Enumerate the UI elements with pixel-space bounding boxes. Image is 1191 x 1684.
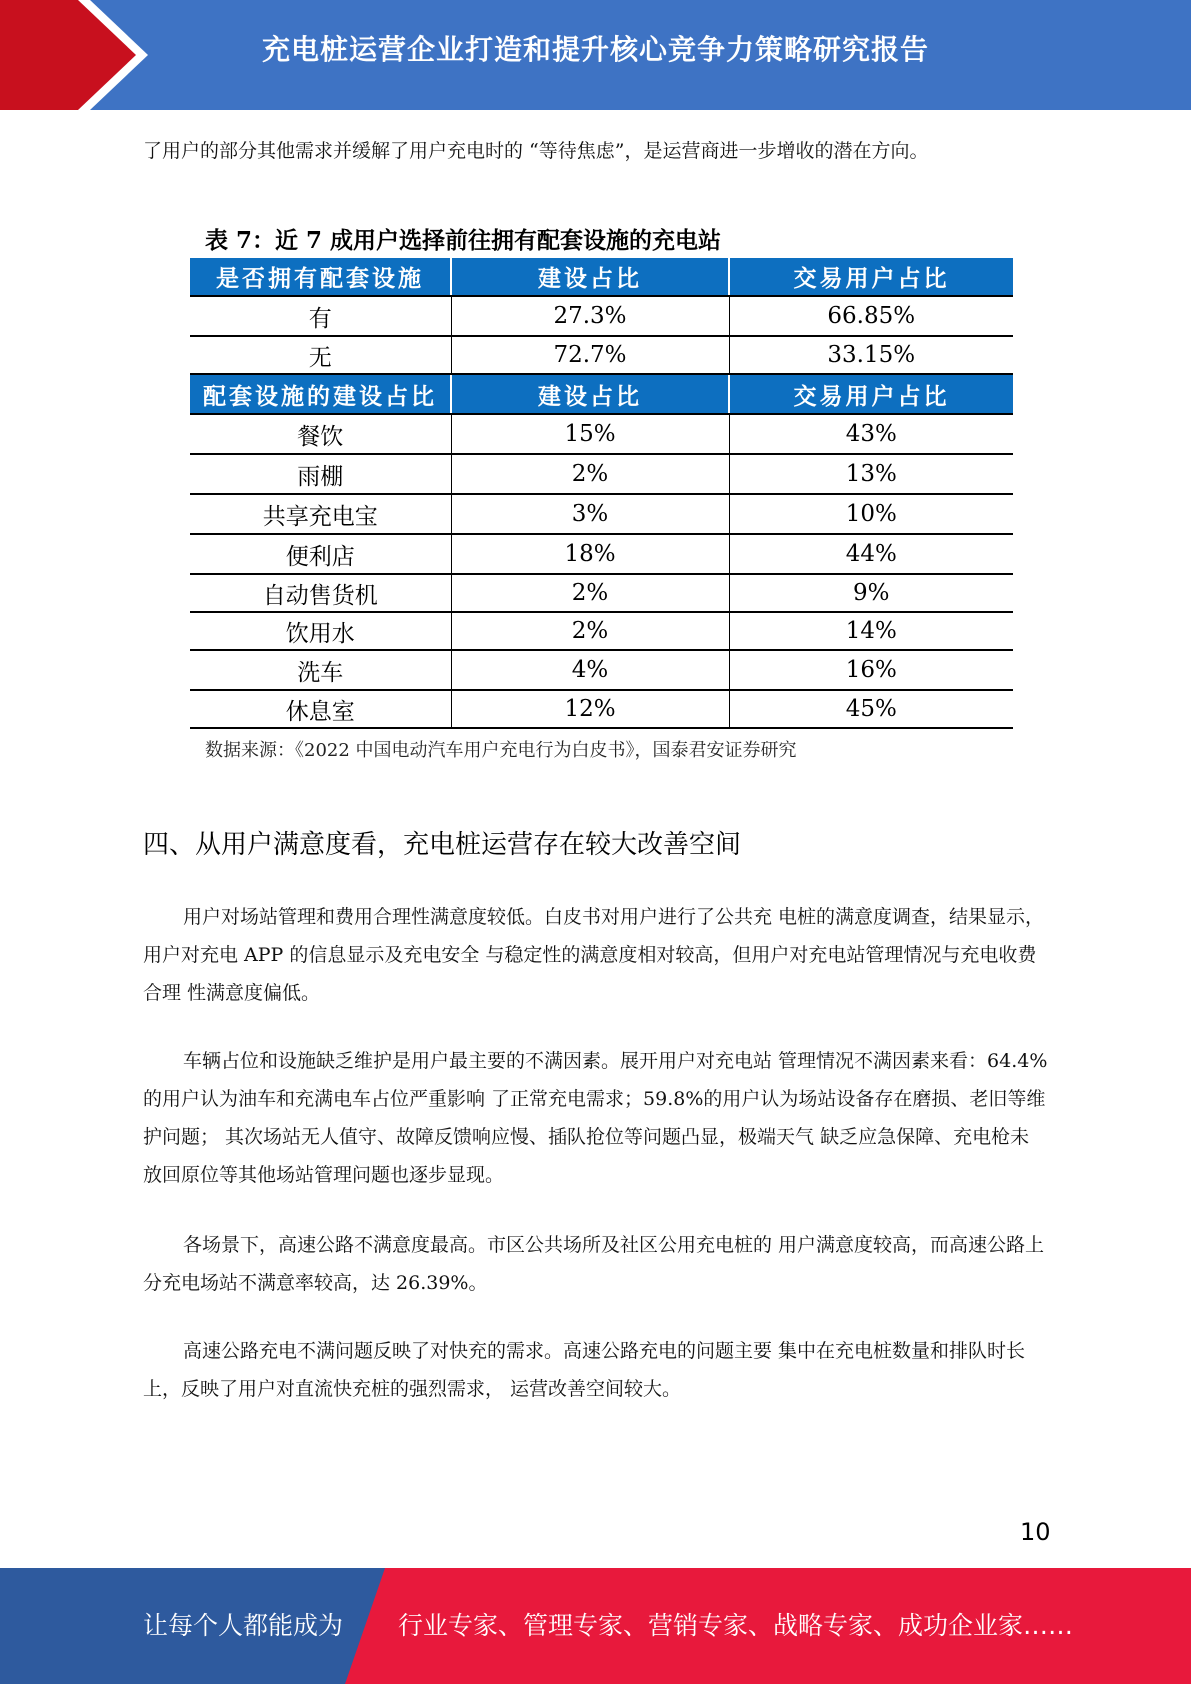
table-row xyxy=(190,296,1013,336)
intro-line: 了用户的部分其他需求并缓解了用户充电时的 “等待焦虑”，是运营商进一步增收的潜在方向。 xyxy=(143,140,929,162)
table-cell: 休息室 xyxy=(190,690,451,728)
page-number: 10 xyxy=(1020,1518,1051,1546)
header-chevron-icon xyxy=(0,0,160,110)
table-cell: 45% xyxy=(729,690,1013,728)
body-paragraph: 各场景下，高速公路不满意度最高。市区公共场所及社区公用充电桩的 用户满意度较高，而高速公路上分充电场站不满意率较高，达 26.39%。 xyxy=(143,1234,1045,1294)
table-cell: 14% xyxy=(729,612,1013,650)
table-cell: 共享充电宝 xyxy=(190,494,451,534)
table-header-row xyxy=(190,374,1013,414)
table-row xyxy=(190,414,1013,454)
report-title: 充电桩运营企业打造和提升核心竞争力策略研究报告 xyxy=(262,33,930,66)
table-cell: 洗车 xyxy=(190,650,451,690)
table-cell: 3% xyxy=(451,494,729,534)
table-row xyxy=(190,336,1013,374)
header-cell: 建设占比 xyxy=(451,258,729,296)
table-cell: 43% xyxy=(729,414,1013,454)
footer-slogan-left: 让每个人都能成为 xyxy=(143,1611,344,1640)
table-cell: 2% xyxy=(451,574,729,612)
table-row xyxy=(190,612,1013,650)
table-cell: 便利店 xyxy=(190,534,451,574)
header-cell: 交易用户占比 xyxy=(729,258,1013,296)
header-cell: 配套设施的建设占比 xyxy=(190,374,451,414)
table-cell: 15% xyxy=(451,414,729,454)
footer-slogan-right: 行业专家、管理专家、营销专家、战略专家、成功企业家…… xyxy=(398,1611,1074,1640)
table-cell: 12% xyxy=(451,690,729,728)
table-cell: 16% xyxy=(729,650,1013,690)
table-row xyxy=(190,534,1013,574)
table-cell: 雨棚 xyxy=(190,454,451,494)
table-cell: 2% xyxy=(451,612,729,650)
table-cell: 44% xyxy=(729,534,1013,574)
table-cell: 餐饮 xyxy=(190,414,451,454)
table-cell: 66.85% xyxy=(729,296,1013,336)
table-cell: 有 xyxy=(190,296,451,336)
table-cell: 18% xyxy=(451,534,729,574)
page-header xyxy=(0,0,1191,110)
table-cell: 自动售货机 xyxy=(190,574,451,612)
table-source-note: 数据来源：《2022 中国电动汽车用户充电行为白皮书》，国泰君安证券研究 xyxy=(205,740,797,761)
table-cell: 33.15% xyxy=(729,336,1013,374)
table-cell: 27.3% xyxy=(451,296,729,336)
table-row xyxy=(190,690,1013,728)
page-footer xyxy=(0,1568,1191,1684)
table-row xyxy=(190,494,1013,534)
header-cell: 是否拥有配套设施 xyxy=(190,258,451,296)
table-cell: 饮用水 xyxy=(190,612,451,650)
table-row xyxy=(190,650,1013,690)
table-cell: 无 xyxy=(190,336,451,374)
table-cell: 2% xyxy=(451,454,729,494)
table-row xyxy=(190,574,1013,612)
body-paragraph: 高速公路充电不满问题反映了对快充的需求。高速公路充电的问题主要 集中在充电桩数量和排队时长上，反映了用户对直流快充桩的强烈需求， 运营改善空间较大。 xyxy=(143,1340,1026,1400)
table-row xyxy=(190,454,1013,494)
section-heading: 四、从用户满意度看，充电桩运营存在较大改善空间 xyxy=(143,830,742,860)
table-cell: 13% xyxy=(729,454,1013,494)
facilities-table xyxy=(190,258,1013,729)
table-cell: 10% xyxy=(729,494,1013,534)
body-paragraph: 车辆占位和设施缺乏维护是用户最主要的不满因素。展开用户对充电站 管理情况不满因素来看：64.4%的用户认为油车和充满电车占位严重影响 了正常充电需求；59.8%的用户认为场站设备存在磨损、老旧等维护问题； 其次场站无人值守、故障反馈响应慢、插队抢位等问题凸显，极端天气 缺乏应急保障、充电枪未放回原位等其他场站管理问题也逐步显现。 xyxy=(143,1050,1048,1186)
table-header-row xyxy=(190,258,1013,296)
body-paragraph: 用户对场站管理和费用合理性满意度较低。白皮书对用户进行了公共充 电桩的满意度调查，结果显示，用户对充电 APP 的信息显示及充电安全 与稳定性的满意度相对较高，但用户对充电站管理情况与充电收费合理 性满意度偏低。 xyxy=(143,906,1045,1004)
table-cell: 72.7% xyxy=(451,336,729,374)
header-cell: 交易用户占比 xyxy=(729,374,1013,414)
table-caption: 表 7：近 7 成用户选择前往拥有配套设施的充电站 xyxy=(205,227,722,254)
table-cell: 4% xyxy=(451,650,729,690)
table-cell: 9% xyxy=(729,574,1013,612)
header-cell: 建设占比 xyxy=(451,374,729,414)
